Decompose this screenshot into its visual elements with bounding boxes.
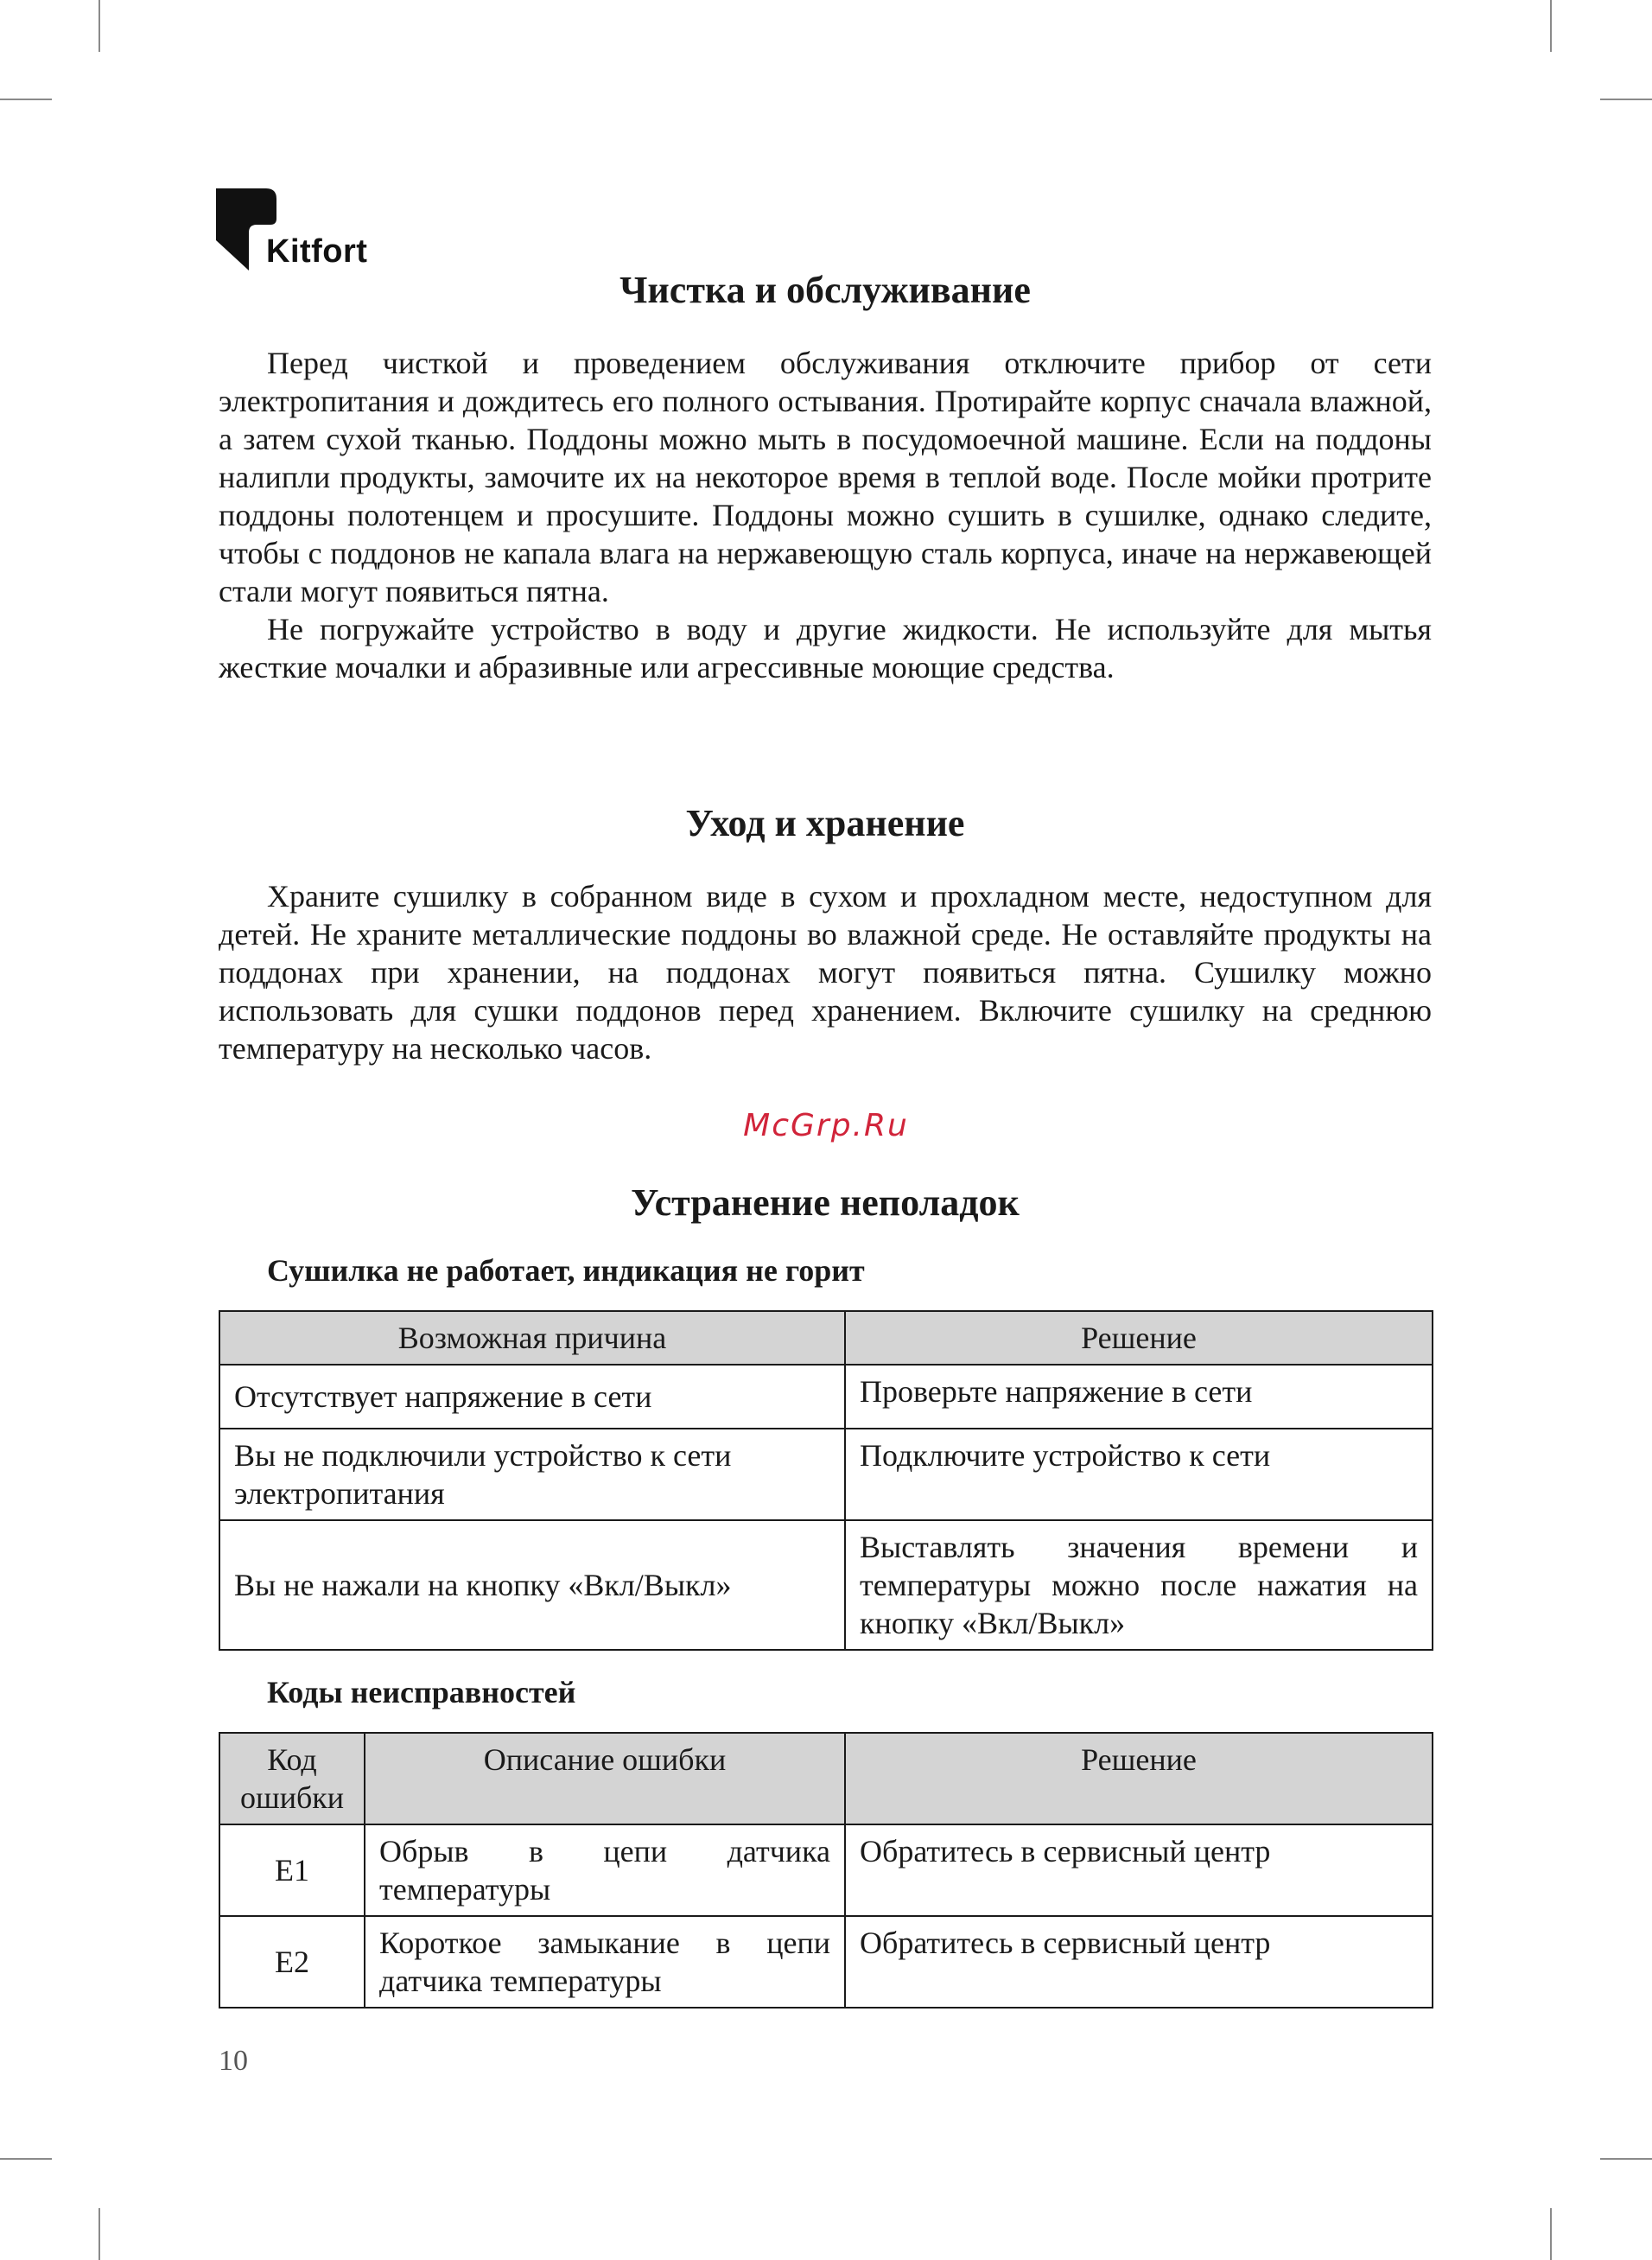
column-header: Решение (845, 1733, 1433, 1824)
crop-mark (0, 99, 52, 100)
cause-cell: Вы не нажали на кнопку «Вкл/Выкл» (219, 1520, 845, 1650)
table-header-row (219, 1733, 1433, 1824)
table-row (219, 1824, 1433, 1916)
brand-name: Kitfort (266, 233, 368, 270)
causes-table (219, 1310, 1433, 1651)
table-row (219, 1365, 1433, 1429)
crop-mark (0, 2158, 52, 2160)
paragraph: Храните сушилку в собранном виде в сухом и прохладном месте, недоступном для детей. Не храните металлические поддоны во влажной среде. Не оставляйте продукты на поддонах при хранении, на поддонах могут появиться пятна. Сушилку можно использовать для сушки поддонов перед хранением. Включите сушилку на среднюю температуру на несколько часов. (219, 879, 1432, 1066)
error-description-cell: Обрыв в цепи датчика температуры (365, 1824, 845, 1916)
solution-cell: Проверьте напряжение в сети (845, 1365, 1433, 1429)
error-code-cell: E1 (219, 1824, 365, 1916)
table-row (219, 1429, 1433, 1520)
cause-cell: Отсутствует напряжение в сети (219, 1365, 845, 1429)
solution-cell: Выставлять значения времени и температуры можно после нажатия на кнопку «Вкл/Выкл» (845, 1520, 1433, 1650)
solution-cell: Подключите устройство к сети (845, 1429, 1433, 1520)
column-header: Описание ошибки (365, 1733, 845, 1824)
column-header: Возможная причина (219, 1311, 845, 1365)
error-codes-table (219, 1732, 1433, 2009)
watermark: McGrp.Ru (743, 1108, 909, 1143)
error-code-cell: E2 (219, 1916, 365, 2008)
section-troubleshooting (219, 1181, 1432, 2009)
section-title: Устранение неполадок (631, 1181, 1020, 1224)
paragraph: Перед чисткой и проведением обслуживания отключите прибор от сети электропитания и дождитесь его полного остывания. Протирайте корпус сначала влажной, а затем сухой тканью. Поддоны можно мыть в посудомоечной машине. Если на поддоны налипли продукты, замочите их на некоторое время в теплой воде. После мойки протрите поддоны полотенцем и просушите. Поддоны можно сушить в сушилке, однако следите, чтобы с поддонов не капала влага на нержавеющую сталь корпуса, иначе на нержавеющей стали могут появиться пятна. (219, 346, 1432, 608)
crop-mark (1550, 0, 1552, 52)
section-storage (219, 801, 1432, 1067)
table-header-row (219, 1311, 1433, 1365)
cause-cell: Вы не подключили устройство к сети электропитания (219, 1429, 845, 1520)
section-title: Уход и хранение (685, 802, 965, 844)
table-subtitle: Сушилка не работает, индикация не горит (267, 1253, 865, 1288)
brand-logo (216, 188, 389, 271)
page-number: 10 (219, 2045, 248, 2077)
crop-mark (1600, 2158, 1652, 2160)
table-row (219, 1520, 1433, 1650)
crop-mark (98, 0, 100, 52)
column-header: Код ошибки (219, 1733, 365, 1824)
crop-mark (1550, 2208, 1552, 2260)
crop-mark (1600, 99, 1652, 100)
solution-cell: Обратитесь в сервисный центр (845, 1824, 1433, 1916)
section-title: Чистка и обслуживание (620, 269, 1031, 311)
table-subtitle: Коды неисправностей (267, 1675, 576, 1709)
paragraph: Не погружайте устройство в воду и другие жидкости. Не используйте для мытья жесткие мочалки и абразивные или агрессивные моющие средства. (219, 612, 1432, 684)
column-header: Решение (845, 1311, 1433, 1365)
error-description-cell: Короткое замыкание в цепи датчика температуры (365, 1916, 845, 2008)
crop-mark (98, 2208, 100, 2260)
table-row (219, 1916, 1433, 2008)
solution-cell: Обратитесь в сервисный центр (845, 1916, 1433, 2008)
section-cleaning (219, 268, 1432, 686)
